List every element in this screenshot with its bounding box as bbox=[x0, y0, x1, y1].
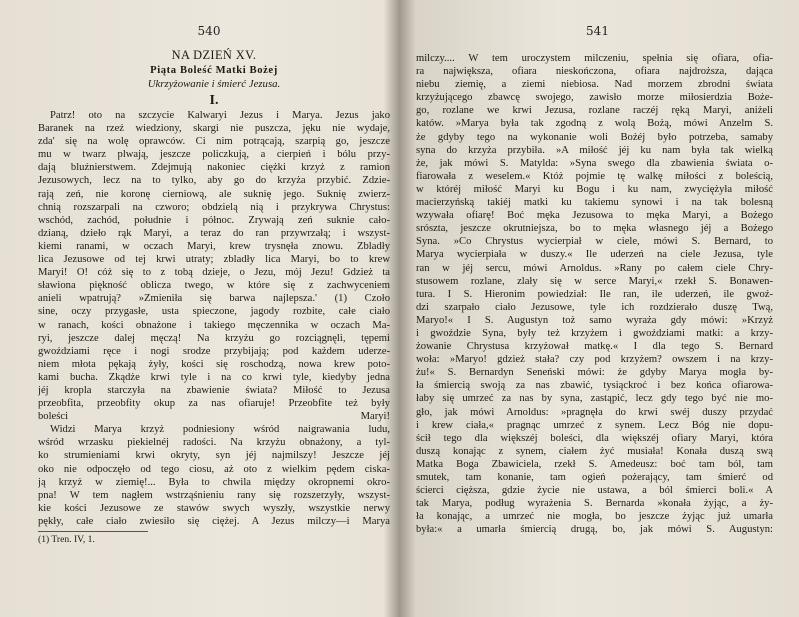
text-line: Patrz! oto na szczycie Kalwaryi Jezus i Marya. Jezus jako bbox=[50, 110, 390, 121]
subtitle: Piąta Boleść Matki Bożej bbox=[150, 65, 278, 76]
text-line: że, jak mówi S. Matylda: »Syna swego dla zbawienia świata o- bbox=[416, 157, 773, 169]
text-line: Baranek na rzeź wiedziony, skargi nie puszcza, jęku nie wydaje, bbox=[38, 123, 390, 135]
right-page bbox=[410, 0, 785, 617]
text-line: woła: »Maryo! gdzież stała? czy pod krzyżem? owszem i na krzy- bbox=[416, 354, 773, 366]
text-line: tak Marya, podług wyrażenia S. Bernarda »konała żyjąc, a ży- bbox=[416, 498, 773, 510]
text-line: syna do krzyża przybiła. »A miłość jéj ku nam była tak wielką bbox=[416, 144, 773, 156]
text-line: sine, oczy przygasłe, usta spieczone, jagody rozbite, całe ciało bbox=[38, 306, 390, 318]
text-line: srószta, jeszcze okrutniejsza, bo to męka własnego jéj a Bożego bbox=[416, 223, 773, 235]
text-line: Maryi! O! cóż się to z tobą dzieje, o Jezu, mój Jezu! Gdzież ta bbox=[38, 267, 390, 279]
text-line: tura. I S. Hieronim powiedział: Ile ran, ile uderzeń, ile gwoź- bbox=[416, 288, 773, 300]
text-line: pękły, całe ciało zwiesiło się ciężej. A Jezus milczy—i Marya bbox=[38, 515, 390, 527]
text-line: przeobfita, przeobfity okup za nas ofiaruje! Przeobfite też były bbox=[38, 398, 390, 410]
text-line: wzywała ofiarę! Boć męka Jezusowa to męka Maryi, a Bożego bbox=[416, 210, 773, 222]
text-line: ła konając, a umrzeć nie mogła, bo jeszcze żyjąc już umarła bbox=[416, 511, 773, 523]
footnote: (1) Tren. IV, 1. bbox=[38, 534, 95, 545]
text-line: w ranach, kości obnażone i takiego męczennika w oczach Ma- bbox=[38, 319, 390, 331]
text-line: żu!« S. Bernardyn Seneński mówi: że gdyby Marya mogła by- bbox=[416, 367, 773, 379]
text-line: niem młota pękają żyły, kości się roschodzą, nowa krew poto- bbox=[38, 358, 390, 370]
text-line: smutek, tam konanie, tam ogień pożerający, tam śmierć od bbox=[416, 472, 773, 483]
text-line: stusowem rozlane, zlały się w serce Maryi,« rzekł S. Bonawen- bbox=[416, 275, 773, 287]
text-line: jéj kropla starczyła na zbawienie świata? Miłość to Jezusa bbox=[38, 384, 390, 396]
text-line: w któréj miłość Maryi ku Bogu i ku nam, zwyciężyła miłość bbox=[416, 183, 773, 195]
text-line: lica Jezusowe od tej krwi utraty; zbladły lica Maryi, bo to krew bbox=[38, 254, 390, 266]
text-line: gło, jak mówi Arnoldus: »pragnęła do krwi swéj duszy przydać bbox=[416, 406, 773, 418]
text-line: rają zeń, nie koronę cierniową, ale suknię jego. Suknię zwierz- bbox=[38, 188, 390, 200]
text-line: ła śmiercią swoją za nas zbawić, tysiąckroć i bez końca ofiarowa- bbox=[416, 380, 773, 392]
text-line: wśród wrzasku piekielnéj radości. Na krzyżu obnażony, a tyl- bbox=[38, 437, 390, 449]
text-line: dzi szarpało ciało Jezusowe, tyle ich rozdzierało duszę Twą, bbox=[416, 301, 773, 313]
text-line: że gdyby tego na wykonanie woli Bożéj było potrzeba, samaby bbox=[416, 131, 773, 143]
text-line: ra największa, ofiara nieskończona, ofiara najdroższa, dająca bbox=[416, 66, 773, 78]
text-line: kiemi ranami, w oczach Maryi, krew trysnęła znowu. Zbladły bbox=[38, 240, 390, 252]
text-line: ścił tego dla większéj boleści, dla większéj ofiary Maryi, która bbox=[416, 432, 773, 444]
text-line: Widzi Marya krzyż podniesiony wśród naigrawania ludu, bbox=[50, 424, 390, 436]
text-line: kie kości Jezusowe ze stawów swych wyszły, wszystkie nerwy bbox=[38, 502, 390, 514]
text-line: katów. »Marya była tak zgodną z wolą Bożą, mówi Anzelm S. bbox=[416, 118, 773, 130]
left-page bbox=[20, 0, 398, 617]
text-line: mu w twarz plwają, jeszcze policzkują, a cierpień i bólu przy- bbox=[38, 149, 390, 161]
text-line: Maryo!« I S. Augustyn toż samo wyraża gdy mówi: »Krzyż bbox=[416, 314, 773, 326]
text-line: niebu ziemię, a ziemi niebiosa. Nad morzem zbrodni świata bbox=[416, 79, 773, 91]
left-lines bbox=[38, 109, 390, 528]
footnote-rule bbox=[38, 531, 148, 532]
right-lines bbox=[416, 52, 773, 536]
text-line: wschód, zachód, południe i północ. Zrywają zeń suknie cało- bbox=[38, 214, 390, 226]
text-line: oko nie odpoczęło od tego ciosu, aż oto z wielkim pędem ciska- bbox=[38, 463, 390, 475]
text-line: duszą konając z synem, ciałem żyć musiała! Konała duszą swą bbox=[416, 445, 773, 457]
text-line: gwoździami ręce i nogi srodze przybijają; pod każdem uderze- bbox=[38, 345, 390, 357]
text-line: pna! W tem nagłem wstrząśnieniu rany się rozszerzyły, wszyst- bbox=[38, 489, 390, 501]
text-line: i krew ciała,« pragnąc umrzeć z synem. Lecz Bóg nie dopu- bbox=[416, 419, 773, 431]
text-line: ran w jéj sercu, mówi Arnoldus. »Rany po całem ciele Chry- bbox=[416, 262, 773, 274]
text-line: Marya wycierpiała w duszy.« Ile uderzeń na ciele Jezusa, tyle bbox=[416, 249, 773, 261]
text-line: łaby się umrzeć za nas by syna, zastąpić, lecz gdy tego być nie mo- bbox=[416, 393, 773, 405]
text-line: i gwoździe Syna, były też krzyżem i gwoździami matki: a krzy- bbox=[416, 327, 773, 339]
subtitle-italic: Ukrzyżowanie i śmierć Jezusa. bbox=[147, 78, 281, 90]
text-line: anieli wpatrują? »Zmieniła się barwa najlepsza.' (1) Czoło bbox=[38, 293, 390, 305]
text-line: żowanie Chrystusa krzyżował matkę.« I dla tego S. Bernard bbox=[416, 341, 773, 353]
text-line: ją krzyż w ziemię!... Była to chwila między okropnemi okro- bbox=[38, 476, 390, 488]
day-heading: NA DZIEŃ XV. bbox=[171, 48, 257, 62]
text-line: macierzyńską takiéj matki ku takiemu synowi i na tak bolesną bbox=[416, 197, 773, 209]
left-page-text bbox=[38, 48, 390, 546]
text-line: kami bucha. Zkądże krwi tyle i na co krwi tyle, kiedyby jedna bbox=[38, 371, 390, 383]
text-line: krzyżującego zbawcę swojego, zawisło morze miłosierdzia Boże- bbox=[416, 92, 773, 104]
text-line: milczy.... W tem uroczystem milczeniu, spełnia się ofiara, ofia- bbox=[416, 53, 773, 64]
text-line: chnią rozszarpali na czworo; obdzielą nią i przykrywa Chrystus: bbox=[38, 201, 390, 213]
text-line: Jezusowych, lecz na to tylko, aby go do krzyża przybić. Zdzie- bbox=[38, 175, 390, 187]
text-line: fiarowała z weselem.« Któż pojmie tę walkę miłości z boleścią, bbox=[416, 170, 773, 182]
text-line: ko strumieniami krwi okryty, syn jéj najmilszy! Jeszcze jéj bbox=[38, 450, 390, 462]
text-line: była:« a umarła śmiercią drugą, bo, jak mówi S. Augustyn: bbox=[416, 524, 773, 536]
text-line: ścierci cięższa, gdzie życie nie ustawa, a ból śmierci boli.« A bbox=[416, 485, 773, 497]
right-page-text bbox=[416, 52, 773, 536]
text-line: zda' się na wolę oprawców. Ci nim potrącają, szarpią go, jeszcze bbox=[38, 136, 390, 148]
text-line: Syna. »Co Chrystus wycierpiał w ciele, mówi S. Bernard, to bbox=[416, 236, 773, 248]
text-line: dzianą, dzieło rąk Maryi, a teraz do ran przywrzałą; i wszyst- bbox=[38, 227, 390, 239]
text-line: go, rozlane we krwi Jezusa, rozlane raczéj ręką Maryi, aniżeli bbox=[416, 105, 773, 117]
page-number-left: 540 bbox=[197, 24, 221, 38]
page-number-right: 541 bbox=[586, 24, 609, 38]
text-line: boleści Maryi! bbox=[38, 411, 390, 423]
section-number: I. bbox=[209, 93, 219, 108]
text-line: sławiona piękność oblicza twego, w które się z zachwyceniem bbox=[38, 280, 390, 292]
text-line: Matka Boga Zbawiciela, rzekł S. Amedeusz: boć tam ból, tam bbox=[416, 458, 773, 470]
text-line: dają bluźnierstwem. Zdejmują nakoniec ciężki krzyż z ramion bbox=[38, 162, 390, 174]
text-line: ryi, jeszcze dalej męczą! Na krzyżu go rozciągnęli, tępemi bbox=[38, 332, 390, 344]
